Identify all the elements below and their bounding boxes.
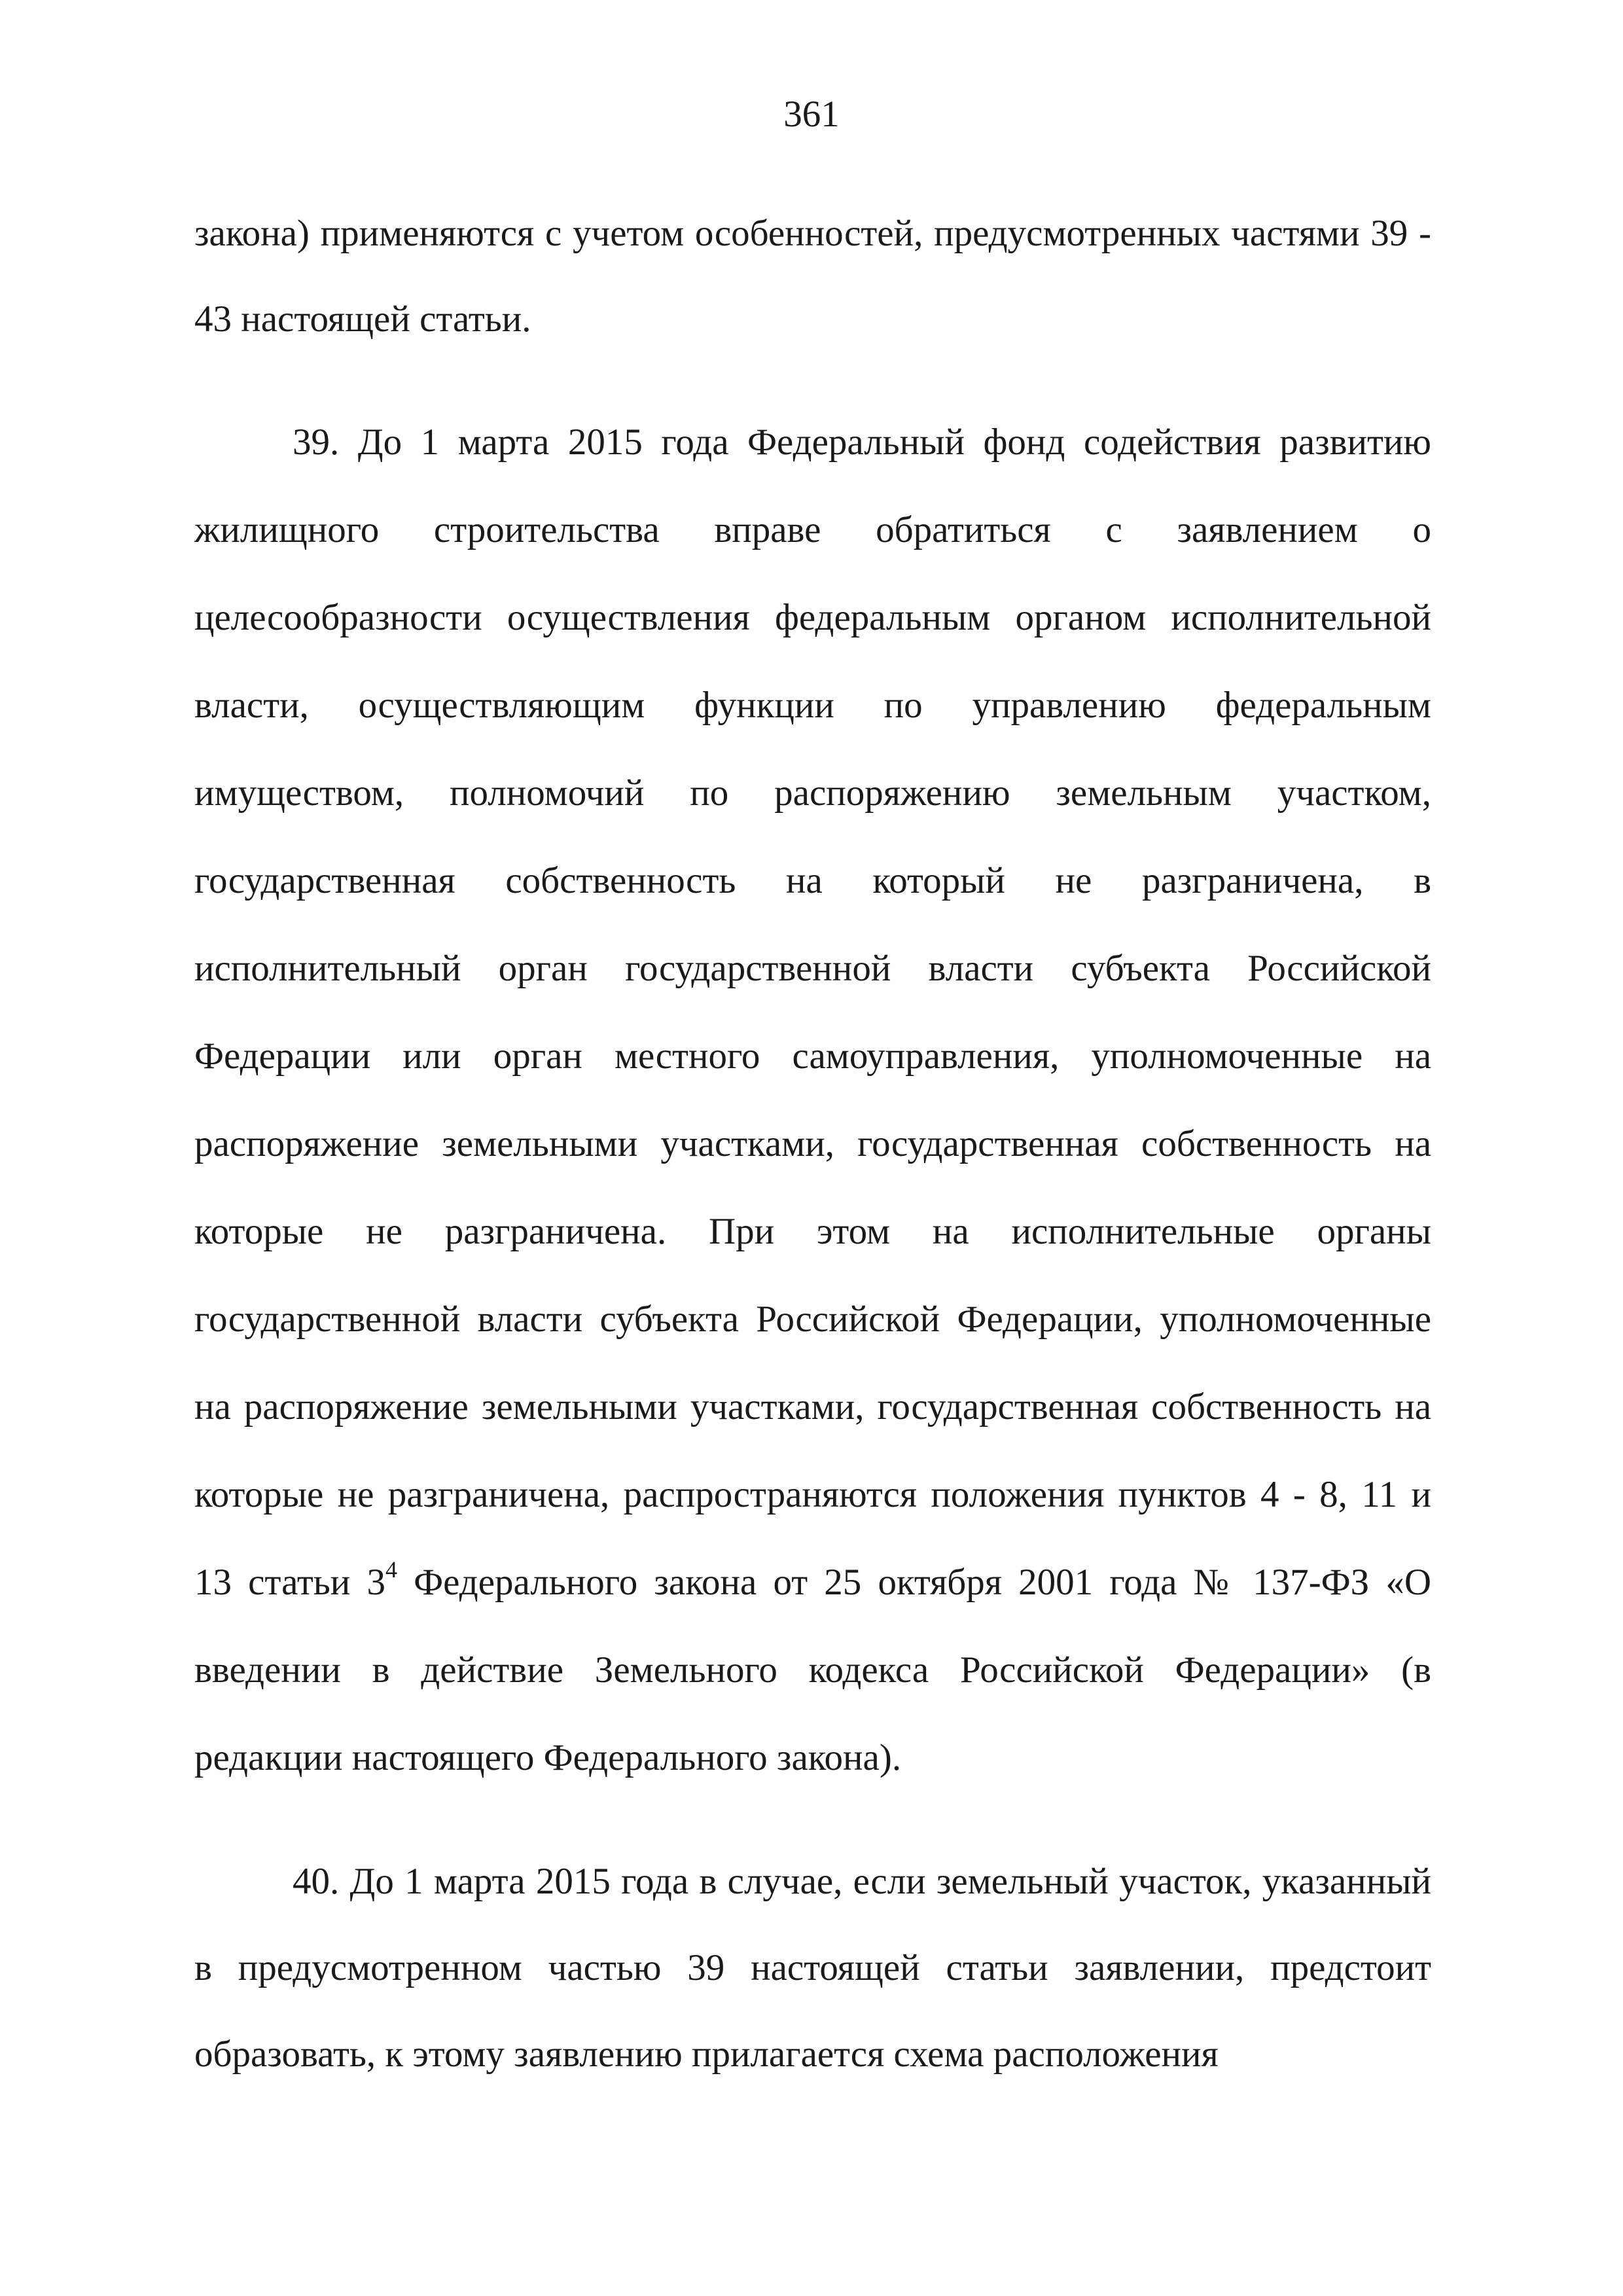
document-body — [194, 190, 1431, 2098]
intro-paragraph: закона) применяются с учетом особенностей, предусмотренных частями 39 - 43 настоящей статьи. — [194, 213, 1431, 340]
page-number: 361 — [783, 94, 840, 135]
article-superscript: 4 — [385, 1556, 397, 1583]
paragraph-39-text-start: 39. До 1 марта 2015 года Федеральный фонд содействия развитию жилищного строительства вправе обратиться с заявлением о целесообразности осуществления федеральным органом исполнительной власти, осуществляющим функции по управлению федеральным имуществом, полномочий по распоряжению земельным участком, государственная собственность на который не разграничена, в исполнительный орган государственной власти субъекта Российской Федерации или орган местного самоуправления, уполномоченные на распоряжение земельными участками, государственная собственность на которые не разграничена. При этом на исполнительные органы государственной власти субъекта Российской Федерации, уполномоченные на распоряжение земельными участками, государственная собственность на которые не разграничена, распространяются положения пунктов 4 - 8, 11 и 13 статьи 3 — [194, 422, 1431, 1603]
paragraph-39 — [194, 399, 1431, 1802]
paragraph-39-text-end: Федерального закона от 25 октября 2001 года № 137-ФЗ «О введении в действие Земельного кодекса Российской Федерации» (в редакции настоящего Федерального закона). — [194, 1562, 1432, 1778]
paragraph-40: 40. До 1 марта 2015 года в случае, если земельный участок, указанный в предусмотренном частью 39 настоящей статьи заявлении, предстоит образовать, к этому заявлению прилагается схема расположения — [194, 1861, 1431, 2075]
